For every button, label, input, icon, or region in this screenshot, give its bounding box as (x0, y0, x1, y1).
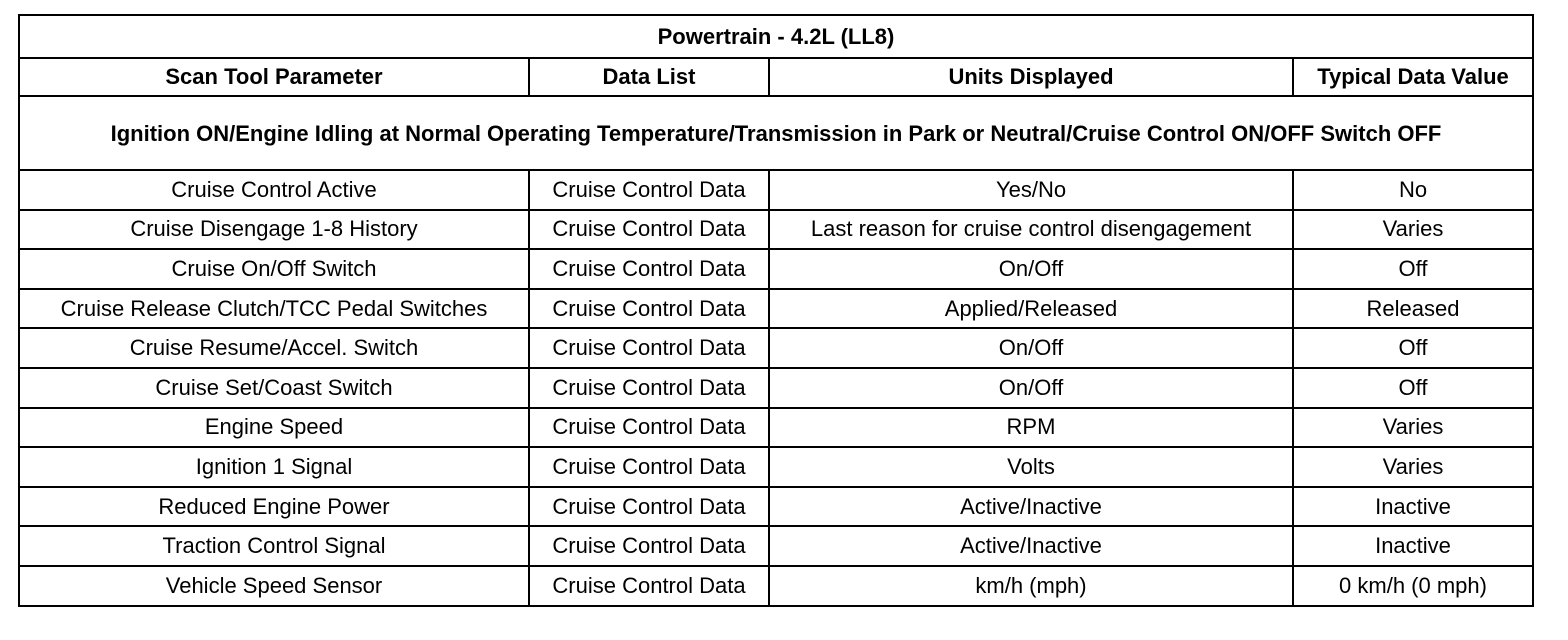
table-row (19, 289, 1533, 329)
column-header-scan-tool-parameter: Scan Tool Parameter (19, 58, 529, 96)
typical-value-cell: Varies (1293, 210, 1533, 250)
parameter-cell: Cruise Release Clutch/TCC Pedal Switches (19, 289, 529, 329)
table-row (19, 566, 1533, 606)
units-cell: Yes/No (769, 170, 1293, 210)
parameter-cell: Cruise On/Off Switch (19, 249, 529, 289)
test-condition: Ignition ON/Engine Idling at Normal Operating Temperature/Transmission in Park or Neutral/Cruise Control ON/OFF Switch OFF (19, 96, 1533, 170)
data-list-cell: Cruise Control Data (529, 526, 769, 566)
table-row (19, 368, 1533, 408)
units-cell: On/Off (769, 368, 1293, 408)
table-title-row (19, 15, 1533, 58)
parameter-cell: Reduced Engine Power (19, 487, 529, 527)
column-header-data-list: Data List (529, 58, 769, 96)
units-cell: Last reason for cruise control disengagement (769, 210, 1293, 250)
typical-value-cell: No (1293, 170, 1533, 210)
parameter-cell: Cruise Resume/Accel. Switch (19, 328, 529, 368)
units-cell: Active/Inactive (769, 526, 1293, 566)
units-cell: On/Off (769, 328, 1293, 368)
parameter-cell: Ignition 1 Signal (19, 447, 529, 487)
units-cell: km/h (mph) (769, 566, 1293, 606)
parameter-cell: Traction Control Signal (19, 526, 529, 566)
parameter-cell: Cruise Control Active (19, 170, 529, 210)
table-row (19, 328, 1533, 368)
parameter-cell: Cruise Set/Coast Switch (19, 368, 529, 408)
typical-value-cell: 0 km/h (0 mph) (1293, 566, 1533, 606)
units-cell: Applied/Released (769, 289, 1293, 329)
typical-value-cell: Off (1293, 249, 1533, 289)
table-body (19, 170, 1533, 606)
typical-value-cell: Inactive (1293, 526, 1533, 566)
parameter-cell: Vehicle Speed Sensor (19, 566, 529, 606)
units-cell: On/Off (769, 249, 1293, 289)
data-list-cell: Cruise Control Data (529, 249, 769, 289)
table-title: Powertrain - 4.2L (LL8) (19, 15, 1533, 58)
data-list-cell: Cruise Control Data (529, 368, 769, 408)
units-cell: Active/Inactive (769, 487, 1293, 527)
units-cell: RPM (769, 408, 1293, 448)
typical-value-cell: Inactive (1293, 487, 1533, 527)
test-condition-row (19, 96, 1533, 170)
data-list-cell: Cruise Control Data (529, 289, 769, 329)
data-list-cell: Cruise Control Data (529, 328, 769, 368)
table-header-row (19, 58, 1533, 96)
parameter-cell: Engine Speed (19, 408, 529, 448)
typical-value-cell: Off (1293, 368, 1533, 408)
table-row (19, 487, 1533, 527)
data-list-cell: Cruise Control Data (529, 487, 769, 527)
column-header-typical-data-value: Typical Data Value (1293, 58, 1533, 96)
column-header-units-displayed: Units Displayed (769, 58, 1293, 96)
table-row (19, 526, 1533, 566)
typical-value-cell: Off (1293, 328, 1533, 368)
table-row (19, 210, 1533, 250)
table-row (19, 447, 1533, 487)
data-list-cell: Cruise Control Data (529, 566, 769, 606)
parameter-cell: Cruise Disengage 1-8 History (19, 210, 529, 250)
scan-tool-data-table (18, 14, 1534, 607)
data-list-cell: Cruise Control Data (529, 170, 769, 210)
units-cell: Volts (769, 447, 1293, 487)
typical-value-cell: Varies (1293, 408, 1533, 448)
typical-value-cell: Released (1293, 289, 1533, 329)
data-list-cell: Cruise Control Data (529, 210, 769, 250)
data-list-cell: Cruise Control Data (529, 447, 769, 487)
table-row (19, 170, 1533, 210)
data-list-cell: Cruise Control Data (529, 408, 769, 448)
table-row (19, 408, 1533, 448)
typical-value-cell: Varies (1293, 447, 1533, 487)
table-row (19, 249, 1533, 289)
